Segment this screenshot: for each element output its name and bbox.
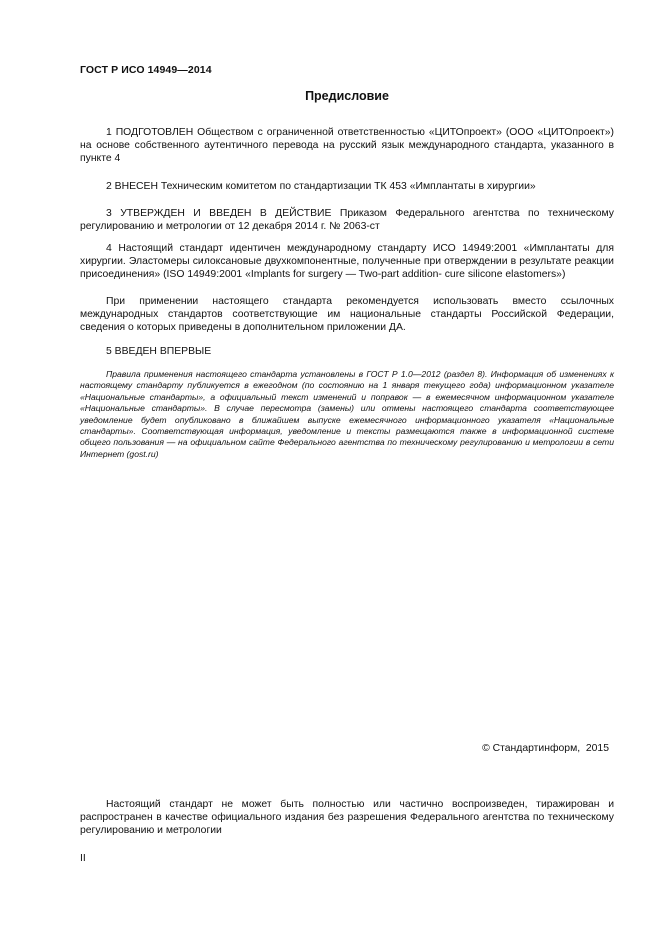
application-rules-note: Правила применения настоящего стандарта установлены в ГОСТ Р 1.0—2012 (раздел 8). Информация об изменениях к настоящему стандарту публикуется в ежегодном (по состоянию на 1 января текущего года) информационном указателе «Национальные стандарты», а официальный текст изменений и поправок — в ежемесячном информационном указателе «Национальные стандарты». В случае пересмотра (замены) или отмены настоящего стандарта соответствующее уведомление будет опубликовано в ближайшем выпуске ежемесячного информационного указателя «Национальные стандарты». Соответствующая информация, уведомление и тексты размещаются также в информационной системе общего пользования — на официальном сайте Федерального агентства по техническому регулированию и метрологии в сети Интернет (gost.ru) bbox=[80, 369, 614, 459]
paragraph-prepared-by: 1 ПОДГОТОВЛЕН Обществом с ограниченной ответственностью «ЦИТОпроект» (ООО «ЦИТОпроект») на основе собственного аутентичного перевода на русский язык международного стандарта, указанного в пункте 4 bbox=[80, 127, 614, 164]
page-number: II bbox=[80, 853, 86, 864]
standard-code-header: ГОСТ Р ИСО 14949—2014 bbox=[80, 64, 212, 76]
paragraph-submitted-by: 2 ВНЕСЕН Техническим комитетом по стандартизации ТК 453 «Имплантаты в хирургии» bbox=[106, 181, 536, 192]
paragraph-introduced-first: 5 ВВЕДЕН ВПЕРВЫЕ bbox=[106, 346, 212, 357]
paragraph-approved: 3 УТВЕРЖДЕН И ВВЕДЕН В ДЕЙСТВИЕ Приказом Федерального агентства по техническому регулированию и метрологии от 12 декабря 2014 г. № 2063-ст bbox=[80, 208, 614, 232]
paragraph-identical-standard: 4 Настоящий стандарт идентичен международному стандарту ИСО 14949:2001 «Имплантаты для хирургии. Эластомеры силоксановые двухкомпонентные, полученные при отверждении в результате реакции присоединения» (ISO 14949:2001 «Implants for surgery — Two-part addition- cure silicone elastomers») bbox=[80, 243, 614, 280]
page-title: Предисловие bbox=[305, 89, 389, 103]
paragraph-application-note: При применении настоящего стандарта рекомендуется использовать вместо ссылочных международных стандартов соответствующие им национальные стандарты Российской Федерации, сведения о которых приведены в дополнительном приложении ДА. bbox=[80, 296, 614, 333]
copyright-notice: © Стандартинформ, 2015 bbox=[482, 743, 609, 754]
reproduction-notice: Настоящий стандарт не может быть полностью или частично воспроизведен, тиражирован и распространен в качестве официального издания без разрешения Федерального агентства по техническому регулированию и метрологии bbox=[80, 799, 614, 836]
